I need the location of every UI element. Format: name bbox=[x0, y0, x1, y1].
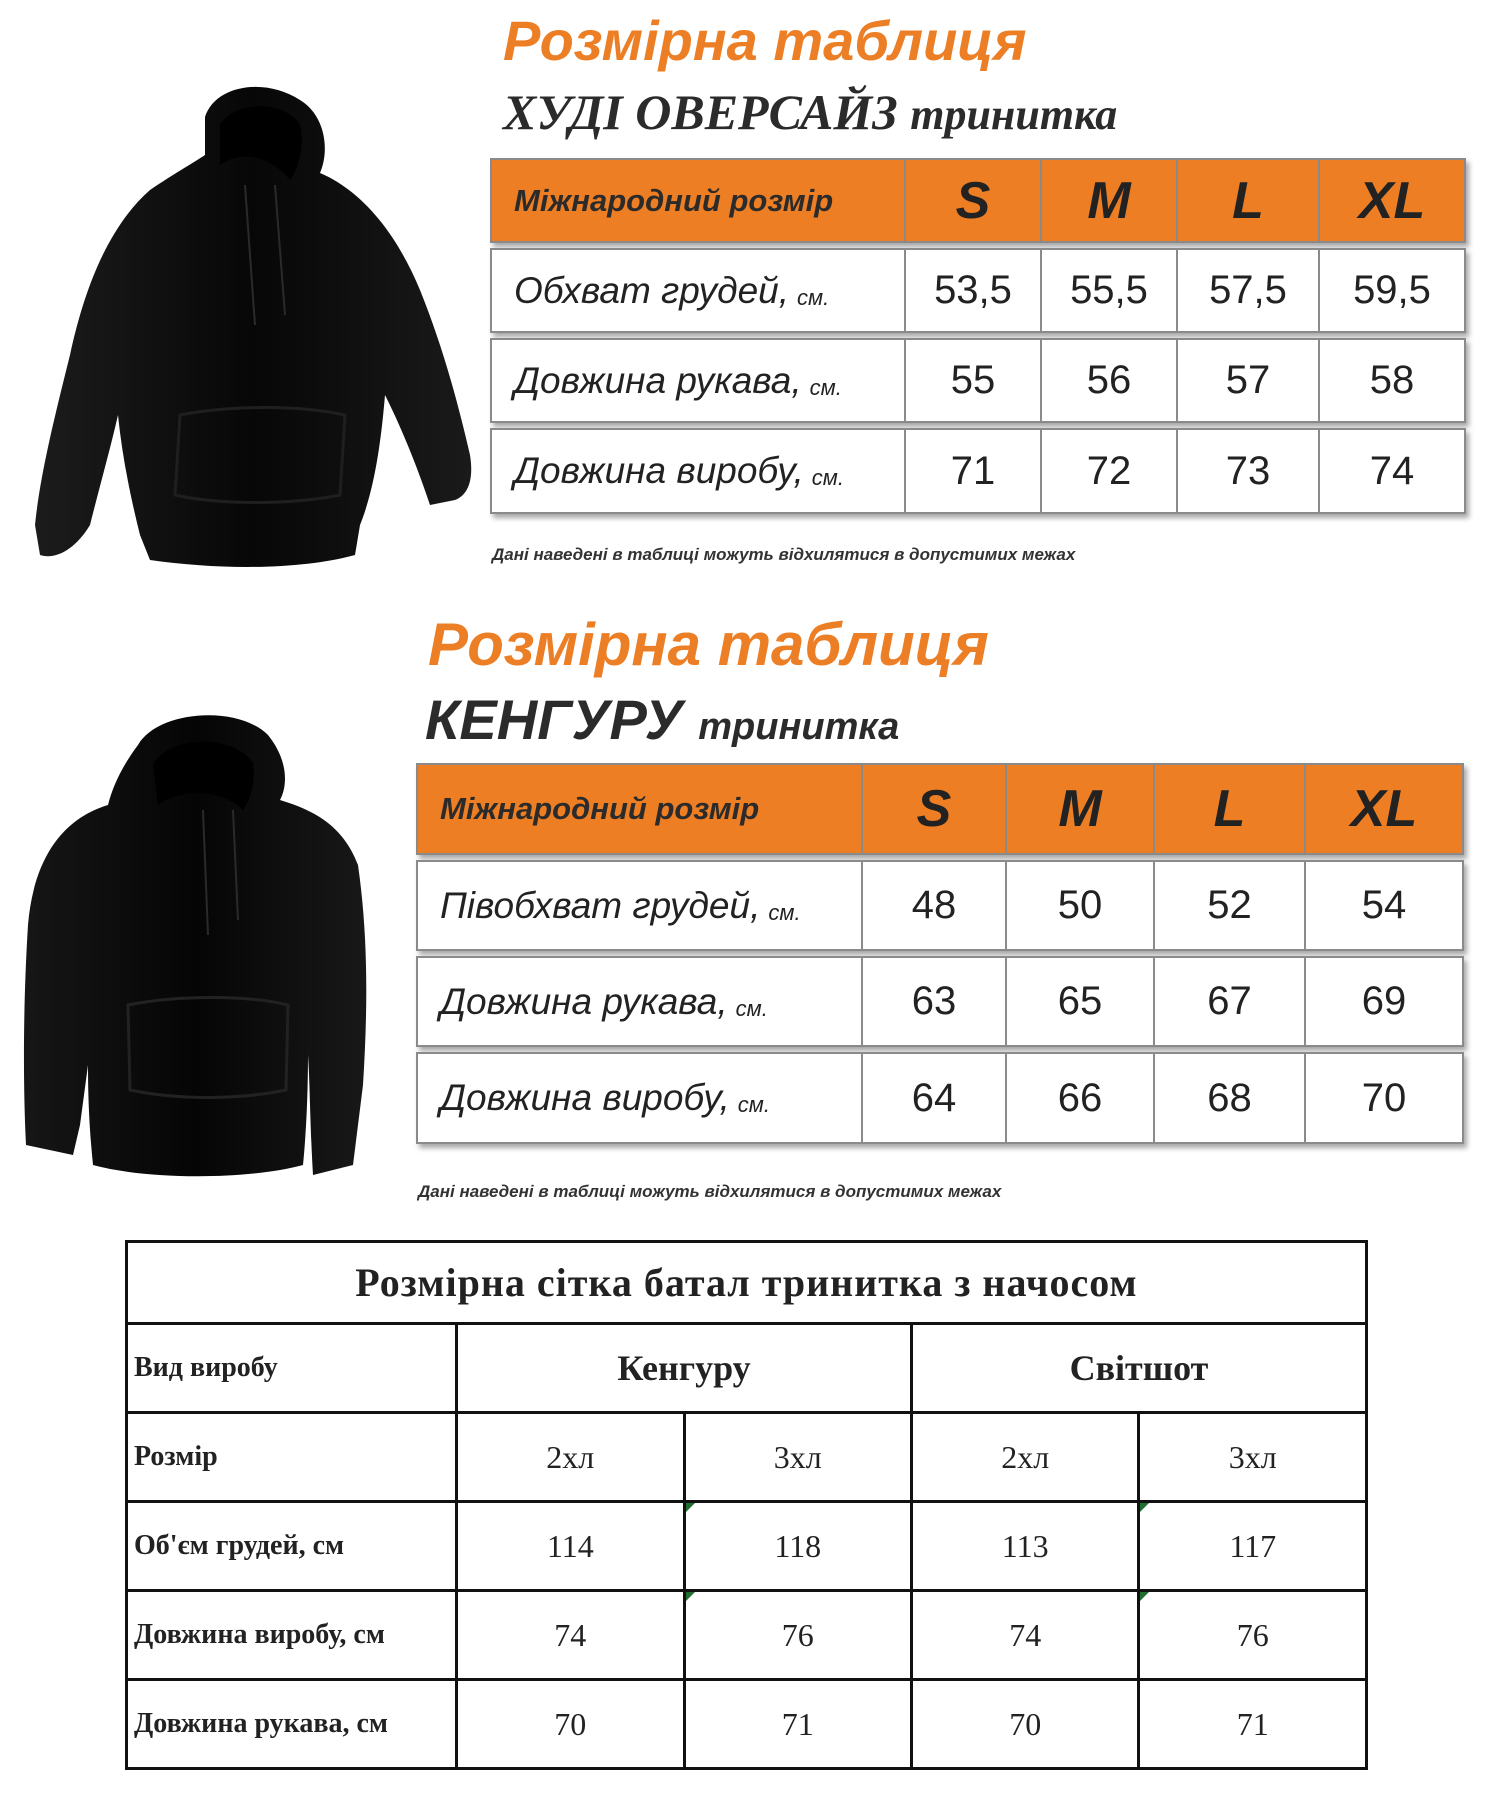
value-cell: 70 bbox=[457, 1680, 684, 1769]
table-row bbox=[416, 1052, 1464, 1144]
section2-subtitle-main: КЕНГУРУ bbox=[425, 688, 683, 751]
value-cell: 55 bbox=[904, 340, 1040, 421]
value-cell: 72 bbox=[1040, 430, 1176, 512]
table-header-row bbox=[416, 763, 1464, 855]
size-xl: XL bbox=[1318, 160, 1464, 241]
value-cell: 74 bbox=[457, 1591, 684, 1680]
value-cell: 56 bbox=[1040, 340, 1176, 421]
kangaroo-hoodie-image bbox=[18, 705, 368, 1180]
table-header-row bbox=[490, 158, 1466, 243]
value-cell: 74 bbox=[911, 1591, 1139, 1680]
value-cell: 76 bbox=[1139, 1591, 1367, 1680]
oversize-hoodie-image bbox=[0, 55, 478, 570]
section2-subtitle bbox=[425, 687, 899, 752]
value-cell: 52 bbox=[1153, 862, 1304, 949]
value-cell: 59,5 bbox=[1318, 250, 1464, 331]
row-label: Довжина виробу, см bbox=[127, 1591, 457, 1680]
value-cell: 57 bbox=[1176, 340, 1318, 421]
size-l: L bbox=[1153, 765, 1304, 853]
value-cell: 71 bbox=[684, 1680, 911, 1769]
section1-subtitle-main: ХУДІ ОВЕРСАЙЗ bbox=[503, 84, 898, 140]
value-cell: 65 bbox=[1005, 958, 1153, 1045]
value-cell: 55,5 bbox=[1040, 250, 1176, 331]
row-label: Об'єм грудей, см bbox=[127, 1502, 457, 1591]
section1-title: Розмірна таблиця bbox=[503, 9, 1027, 72]
batal-size-grid bbox=[125, 1240, 1368, 1770]
table-row bbox=[416, 956, 1464, 1047]
size-label: Розмір bbox=[127, 1413, 457, 1502]
value-cell: 63 bbox=[861, 958, 1005, 1045]
section1-subtitle-small: тринитка bbox=[910, 90, 1118, 139]
value-cell: 76 bbox=[684, 1591, 911, 1680]
value-cell: 69 bbox=[1304, 958, 1462, 1045]
value-cell: 74 bbox=[1318, 430, 1464, 512]
size-cell: 3хл bbox=[1139, 1413, 1367, 1502]
row-label: Довжина виробу, см. bbox=[440, 1077, 770, 1118]
value-cell: 48 bbox=[861, 862, 1005, 949]
group-svitshot: Світшот bbox=[911, 1324, 1366, 1413]
value-cell: 67 bbox=[1153, 958, 1304, 1045]
value-cell: 53,5 bbox=[904, 250, 1040, 331]
value-cell: 118 bbox=[684, 1502, 911, 1591]
value-cell: 66 bbox=[1005, 1054, 1153, 1142]
size-l: L bbox=[1176, 160, 1318, 241]
header-label: Міжнародний розмір bbox=[514, 182, 834, 218]
size-xl: XL bbox=[1304, 765, 1462, 853]
row-label: Півобхват грудей, см. bbox=[440, 884, 801, 926]
value-cell: 68 bbox=[1153, 1054, 1304, 1142]
section1-subtitle bbox=[503, 83, 1117, 141]
section1-note: Дані наведені в таблиці можуть відхилятися в допустимих межах bbox=[492, 545, 1076, 564]
value-cell: 50 bbox=[1005, 862, 1153, 949]
value-cell: 71 bbox=[904, 430, 1040, 512]
section2-note: Дані наведені в таблиці можуть відхилятися в допустимих межах bbox=[418, 1182, 1002, 1201]
row-type-label: Вид виробу bbox=[127, 1324, 457, 1413]
value-cell: 70 bbox=[1304, 1054, 1462, 1142]
row-label: Довжина рукава, см. bbox=[440, 980, 768, 1022]
size-m: M bbox=[1005, 765, 1153, 853]
section2-title: Розмірна таблиця bbox=[428, 611, 989, 678]
row-label: Довжина рукава, см. bbox=[514, 359, 842, 401]
value-cell: 64 bbox=[861, 1054, 1005, 1142]
table-row bbox=[490, 248, 1466, 333]
size-cell: 2хл bbox=[911, 1413, 1139, 1502]
size-cell: 3хл bbox=[684, 1413, 911, 1502]
row-label: Довжина рукава, см bbox=[127, 1680, 457, 1769]
table-row bbox=[490, 428, 1466, 514]
size-s: S bbox=[861, 765, 1005, 853]
value-cell: 70 bbox=[911, 1680, 1139, 1769]
value-cell: 57,5 bbox=[1176, 250, 1318, 331]
value-cell: 117 bbox=[1139, 1502, 1367, 1591]
header-label: Міжнародний розмір bbox=[440, 791, 760, 826]
table-row bbox=[416, 860, 1464, 951]
grid-title: Розмірна сітка батал тринитка з начосом bbox=[127, 1242, 1367, 1324]
row-label: Обхват грудей, см. bbox=[514, 269, 830, 311]
value-cell: 58 bbox=[1318, 340, 1464, 421]
group-kenguru: Кенгуру bbox=[457, 1324, 912, 1413]
row-label: Довжина виробу, см. bbox=[514, 450, 844, 491]
section2-subtitle-small: тринитка bbox=[698, 706, 900, 748]
value-cell: 71 bbox=[1139, 1680, 1367, 1769]
value-cell: 73 bbox=[1176, 430, 1318, 512]
value-cell: 54 bbox=[1304, 862, 1462, 949]
size-cell: 2хл bbox=[457, 1413, 684, 1502]
value-cell: 114 bbox=[457, 1502, 684, 1591]
size-s: S bbox=[904, 160, 1040, 241]
size-m: M bbox=[1040, 160, 1176, 241]
value-cell: 113 bbox=[911, 1502, 1139, 1591]
table-row bbox=[490, 338, 1466, 423]
